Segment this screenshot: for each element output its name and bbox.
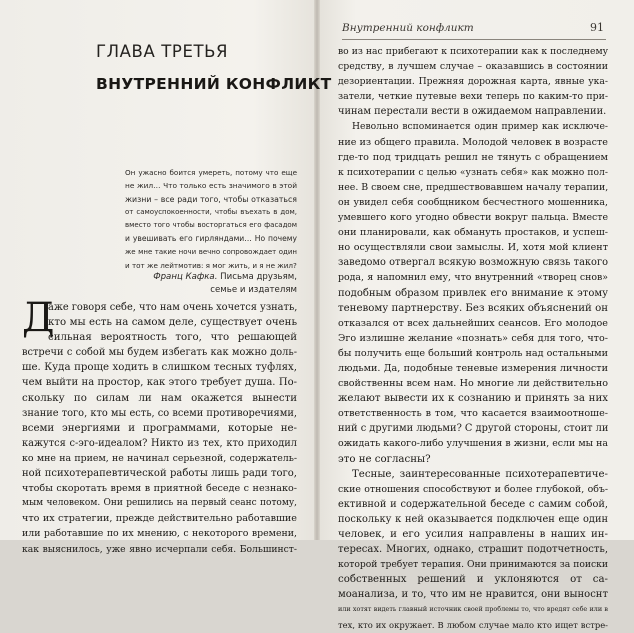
- body-line: людьми. Да, подобные теневые измерения личности: [338, 362, 608, 374]
- body-line: ной психотерапевтической работы лишь ради того,: [22, 468, 297, 480]
- epigraph-line: не жил… Что только есть значимого в этой: [125, 181, 297, 191]
- running-head: Внутренний конфликт: [342, 22, 474, 34]
- body-line: ожидать какого-либо улучшения в жизни, если мы на: [338, 438, 608, 450]
- epigraph-line: же мне такие ночи вечно сопровождает один: [125, 247, 297, 256]
- epigraph-line: и увешивать его гирляндами… Но почему: [125, 234, 297, 244]
- body-line: ко мне на прием, не начинал серьезной, содержатель-: [22, 452, 297, 464]
- body-line: чем выйти на простор, как этого требует душа. По-: [22, 377, 297, 389]
- attribution-work-line2: семье и издателям: [210, 285, 297, 296]
- body-line: нее. В своем сне, предшествовавшем началу терапии,: [338, 181, 609, 193]
- header-rule: [342, 39, 606, 40]
- body-line: средству, в лучшем случае – оказавшись в состоянии: [338, 61, 608, 73]
- body-line: тех, кто их окружает. В любом случае мало кто ищет встре-: [338, 619, 608, 630]
- body-line: скольку по силам ли нам окажется вынести: [22, 392, 297, 404]
- body-line: они планировали, как обмануть простаков, и успеш-: [338, 227, 608, 239]
- epigraph-line: вместо того чтобы восторгаться его фасадом: [125, 221, 297, 230]
- chapter-title: ВНУТРЕННИЙ КОНФЛИКТ: [96, 75, 332, 93]
- body-line: где-то под тридцать решил не тянуть с обращением: [338, 151, 608, 163]
- body-line: встречи с собой мы будем избегать как можно доль-: [22, 347, 297, 359]
- body-line: но осуществляли свои замыслы. И, хотя мой клиент: [338, 242, 608, 254]
- page-number: 91: [590, 21, 604, 34]
- body-line: мым человеком. Они решились на первый сеанс потому,: [22, 498, 297, 509]
- body-line: ние из общего правила. Молодой человек в возрасте: [338, 136, 608, 148]
- body-line: это не согласны?: [338, 453, 431, 465]
- body-line: желают вывести их к сознанию и принять за них: [338, 393, 608, 405]
- body-line: затели, четкие путевые вехи теперь по каким-то при-: [338, 91, 608, 103]
- body-line: подобным образом привлек его внимание к этому: [338, 287, 608, 299]
- body-line: кто мы есть на самом деле, существует очень: [48, 317, 297, 329]
- body-line: всеми энергиями и программами, которые не-: [22, 422, 297, 434]
- epigraph-attribution: [125, 271, 297, 298]
- body-line: ний с другими людьми? С другой стороны, стоит ли: [338, 423, 609, 435]
- attribution-work: Письма друзьям,: [217, 272, 297, 282]
- epigraph-line: жизни – все ради того, чтобы отказаться: [125, 194, 297, 204]
- body-line: отказался от всех дальнейших сеансов. Его молодое: [338, 317, 608, 329]
- chapter-label: ГЛАВА ТРЕТЬЯ: [96, 42, 229, 61]
- body-line: ответственность в том, что касается взаимоотноше-: [338, 408, 608, 420]
- epigraph-line: и тот же лейтмотив: я мог жить, и я не жил?: [125, 261, 297, 271]
- drop-cap: Д: [22, 295, 55, 341]
- epigraph: [125, 166, 297, 272]
- epigraph-line: Он ужасно боится умереть, потому что еще: [125, 168, 297, 177]
- body-line: Тесные, заинтересованные психотерапевтиче-: [352, 468, 608, 480]
- body-line: умевшего кого угодно обвести вокруг пальца. Вместе: [338, 212, 608, 224]
- body-line: поскольку к ней оказывается подключен еще один: [338, 513, 608, 525]
- left-body-text: [22, 295, 298, 557]
- body-line: рода, я напомнил ему, что внутренний «творец снов»: [338, 272, 608, 284]
- body-line: кажутся с-эго-идеалом? Никто из тех, кто приходил: [22, 437, 297, 449]
- body-line: заведомо отвергал всякую возможную связь такого: [338, 257, 608, 269]
- body-line: дезориентации. Прежняя дорожная карта, явные ука-: [338, 76, 608, 88]
- body-line: которой требует терапия. Они принимаются за поиски: [338, 559, 608, 571]
- body-line: собственных решений и уклоняются от са-: [338, 574, 608, 586]
- attribution-author: Франц Кафка.: [153, 272, 218, 282]
- body-line: бы получить еще больший контроль над остальными: [338, 347, 608, 359]
- body-line: ские отношения способствуют и более глубокой, объ-: [338, 483, 608, 495]
- body-line: или хотят видеть главный источник своей проблемы то, что вредят себе или в: [338, 605, 608, 614]
- body-line: к психотерапии с целью «узнать себя» как можно пол-: [338, 166, 608, 178]
- body-line: тересах. Многих, однако, страшит подотчетность,: [338, 544, 608, 556]
- body-line: что их стратегии, прежде действительно работавшие: [22, 513, 297, 525]
- body-line: сильная вероятность того, что решающей: [48, 332, 297, 344]
- body-line: моанализа, и то, что им не нравится, они выноснт: [338, 589, 608, 601]
- body-line: человек, и его усилия направлены в наших ин-: [338, 529, 608, 540]
- body-line: аже говоря себе, что нам очень хочется узнать,: [48, 302, 298, 313]
- body-line: во из нас прибегают к психотерапии как к последнему: [338, 46, 608, 57]
- body-line: знание того, кто мы есть, со всеми противоречиями,: [22, 407, 297, 419]
- body-line: чтобы скоротать время в приятной беседе с незнако-: [22, 483, 297, 495]
- body-line: как выяснилось, уже явно исчерпали себя. Большинст-: [22, 543, 297, 555]
- body-line: ше. Куда проще ходить в слишком тесных туфлях,: [22, 362, 297, 374]
- body-line: ективной и содержательной беседе с самим собой,: [338, 498, 608, 510]
- epigraph-line: от самоуспокоенности, чтобы въехать в дом,: [125, 207, 297, 216]
- body-line: Эго излишне желание «познать» себя для того, что-: [338, 332, 608, 344]
- body-line: теневому партнерству. Без всяких объяснений он: [338, 302, 608, 314]
- body-line: он увидел себя сообщником бесчестного мошенника,: [338, 196, 608, 208]
- body-line: или работавшие по их мнению, с некоторого времени,: [22, 528, 297, 540]
- body-line: Невольно вспоминается один пример как исключе-: [352, 121, 608, 133]
- body-line: чинам перестали вести в ожидаемом направлении.: [338, 106, 607, 118]
- body-line: свойственны всем нам. Но многие ли действительно: [338, 378, 608, 390]
- right-body-text: [338, 44, 608, 633]
